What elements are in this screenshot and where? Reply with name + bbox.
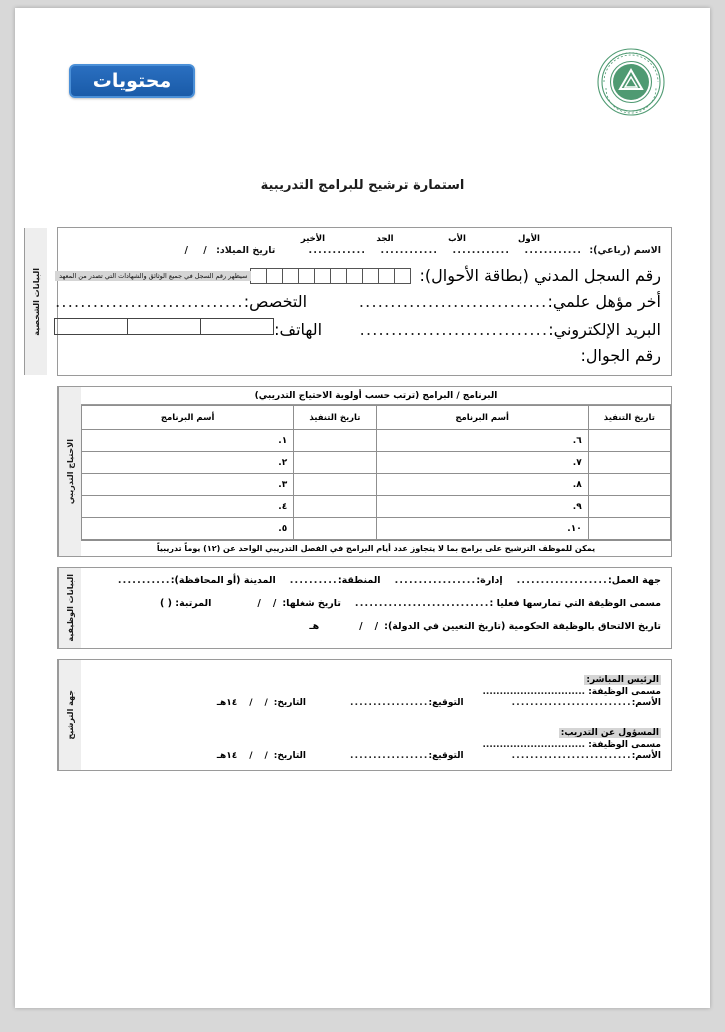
name-field-first[interactable]: ............	[524, 245, 583, 256]
email-label: البريد الإلكتروني:	[548, 320, 661, 339]
cell-exec-date[interactable]	[294, 430, 376, 452]
cell-exec-date[interactable]	[588, 474, 670, 496]
training-officer-date-label: التاريخ:	[273, 751, 306, 761]
cell-exec-date[interactable]	[588, 452, 670, 474]
nomination-block-training-officer	[89, 720, 661, 761]
cell-program-name[interactable]: ٩.	[376, 496, 588, 518]
id-digit-box[interactable]	[330, 268, 347, 284]
page-header	[15, 8, 710, 128]
occupied-date-slash-1[interactable]: /	[272, 598, 277, 609]
contents-badge-label: محتويات	[92, 70, 172, 92]
name-field-last[interactable]: ............	[308, 245, 367, 256]
cell-exec-date[interactable]	[294, 518, 376, 540]
supervisor-heading: الرئيس المباشر:	[586, 675, 659, 685]
training-officer-date-slash-2[interactable]: /	[249, 751, 253, 761]
birth-date-slash-1[interactable]: /	[203, 245, 207, 256]
qualification-group	[359, 292, 661, 311]
col-header-exec-date-right: تاريخ التنفيذ	[294, 406, 376, 430]
phone-box-part[interactable]	[127, 318, 201, 335]
section-nomination-authority	[57, 659, 672, 771]
full-name-row	[55, 245, 661, 256]
specialty-group	[55, 292, 307, 311]
employer-field[interactable]: ...................	[516, 575, 608, 586]
national-id-label: رقم السجل المدني (بطاقة الأحوال):	[419, 266, 661, 285]
table-row	[82, 518, 671, 540]
phone-box-part[interactable]	[200, 318, 274, 335]
qualification-field[interactable]: ..............................	[358, 292, 548, 311]
training-officer-date-slash-1[interactable]: /	[264, 751, 268, 761]
qualification-row	[55, 292, 661, 311]
programs-table-body	[82, 430, 671, 540]
department-label: إدارة:	[476, 575, 503, 586]
cell-program-name[interactable]: ١٠.	[376, 518, 588, 540]
email-field[interactable]: ..............................	[359, 320, 549, 339]
supervisor-signature-field[interactable]: .................	[349, 698, 429, 708]
cell-program-name[interactable]: ٣.	[82, 474, 294, 496]
supervisor-date-hijri: ١٤هـ	[216, 698, 238, 708]
cell-exec-date[interactable]	[588, 496, 670, 518]
employer-label: جهة العمل:	[607, 575, 661, 586]
position-label: مسمى الوظيفة التي تمارسها فعليا :	[489, 598, 661, 609]
section-tab-nomination	[58, 660, 81, 770]
table-row	[82, 452, 671, 474]
name-part-headers	[55, 234, 661, 244]
col-header-exec-date-left: تاريخ التنفيذ	[588, 406, 670, 430]
supervisor-position-row	[89, 687, 661, 697]
section-tab-job-data	[58, 568, 81, 648]
training-officer-position-row	[89, 740, 661, 750]
training-officer-heading: المسؤول عن التدريب:	[560, 728, 659, 738]
section-personal-data	[31, 227, 672, 376]
cell-program-name[interactable]: ٢.	[82, 452, 294, 474]
training-officer-signature-label: التوقيع:	[428, 751, 464, 761]
table-row	[82, 474, 671, 496]
cell-program-name[interactable]: ٦.	[376, 430, 588, 452]
name-part-header-last: الأخير	[300, 234, 326, 244]
section-job-data	[57, 567, 672, 649]
section-training-needs	[57, 386, 672, 557]
contents-badge[interactable]	[69, 64, 195, 98]
training-officer-name-label: الأسم:	[631, 751, 661, 761]
phone-input[interactable]	[55, 318, 274, 335]
training-officer-signature-field[interactable]: .................	[349, 751, 429, 761]
city-label: المدينة (أو المحافظة):	[170, 575, 276, 586]
nomination-block-supervisor	[89, 667, 661, 708]
position-field[interactable]: ............................	[354, 598, 490, 609]
phone-group	[55, 318, 322, 339]
id-digit-box[interactable]	[394, 268, 411, 284]
section-tab-job-data-label: البيانات الوظيفية	[65, 574, 75, 642]
birth-date-group	[178, 245, 275, 256]
id-digit-box[interactable]	[362, 268, 379, 284]
hire-date-row	[89, 621, 661, 632]
section-tab-personal	[24, 228, 47, 375]
name-field-father[interactable]: ............	[452, 245, 511, 256]
position-row	[89, 598, 661, 609]
cell-program-name[interactable]: ٥.	[82, 518, 294, 540]
city-field[interactable]: ...........	[117, 575, 171, 586]
programs-header-row	[82, 406, 671, 430]
name-part-header-grandfather: الجد	[376, 234, 394, 244]
col-header-program-name-left: أسم البرنامج	[376, 406, 588, 430]
occupied-date-slash-2[interactable]: /	[257, 598, 261, 609]
nomination-body	[81, 660, 671, 770]
programs-table-title: البرنامج / البرامج (ترتب حسب أولوية الاحتياج التدريبي)	[81, 387, 671, 405]
id-digit-box[interactable]	[266, 268, 283, 284]
qualification-label: أخر مؤهل علمي:	[547, 292, 661, 311]
hire-date-slash-2[interactable]: /	[359, 621, 363, 632]
training-officer-name-field[interactable]: ..........................	[511, 751, 632, 761]
employer-row	[89, 575, 661, 586]
institute-seal-icon	[594, 42, 668, 122]
table-row	[82, 430, 671, 452]
full-name-label: الاسم (رباعي):	[589, 245, 661, 256]
job-data-body	[81, 568, 671, 648]
phone-label: الهاتف:	[274, 320, 323, 339]
name-field-grandfather[interactable]: ............	[380, 245, 439, 256]
supervisor-signature-row	[89, 698, 661, 708]
training-officer-position-field[interactable]: ..............................	[482, 740, 586, 750]
cell-program-name[interactable]: ٨.	[376, 474, 588, 496]
hire-date-slash-1[interactable]: /	[374, 621, 379, 632]
occupied-date-label: تاريخ شغلها:	[282, 598, 341, 609]
supervisor-position-field[interactable]: ..............................	[482, 687, 586, 697]
birth-date-label: تاريخ الميلاد:	[216, 245, 276, 256]
supervisor-date-label: التاريخ:	[273, 698, 306, 708]
section-tab-nomination-label: جهة الترشيح	[65, 690, 75, 740]
programs-footnote: يمكن للموظف الترشيح على برامج بما لا يتجاوز عدد أيام البرامج في الفصل التدريبي الواحد عن (١٢) يوماً تدريبياً	[81, 540, 671, 556]
document-page	[15, 8, 710, 1008]
table-row	[82, 496, 671, 518]
training-officer-signature-row	[89, 751, 661, 761]
id-digit-box[interactable]	[378, 268, 395, 284]
name-part-header-first: الأول	[518, 234, 540, 244]
mobile-label: رقم الجوال:	[580, 346, 661, 365]
cell-program-name[interactable]: ٤.	[82, 496, 294, 518]
cell-exec-date[interactable]	[294, 474, 376, 496]
email-group	[360, 320, 661, 339]
national-id-input[interactable]	[251, 268, 411, 284]
specialty-label: التخصص:	[243, 292, 308, 311]
cell-exec-date[interactable]	[294, 496, 376, 518]
training-officer-position-label: مسمى الوظيفة:	[588, 740, 661, 750]
training-needs-body	[81, 387, 671, 556]
supervisor-name-label: الأسم:	[631, 698, 661, 708]
rank-field[interactable]: المرتبة: ( )	[159, 598, 212, 609]
id-digit-box[interactable]	[298, 268, 315, 284]
cell-exec-date[interactable]	[294, 452, 376, 474]
national-id-note: سيظهر رقم السجل في جميع الوثائق والشهادات التي تصدر من المعهد	[55, 271, 251, 281]
section-tab-training-needs-label: الاحتياج التدريبي	[65, 438, 75, 505]
region-field[interactable]: ..........	[289, 575, 338, 586]
id-digit-box[interactable]	[346, 268, 363, 284]
id-digit-box[interactable]	[250, 268, 267, 284]
department-field[interactable]: .................	[394, 575, 477, 586]
hire-date-hijri-suffix: هـ	[309, 621, 320, 632]
programs-table	[81, 405, 671, 540]
phone-box-part[interactable]	[54, 318, 128, 335]
birth-date-slash-2[interactable]: /	[184, 245, 188, 256]
region-label: المنطقة:	[337, 575, 381, 586]
cell-exec-date[interactable]	[588, 518, 670, 540]
mobile-row	[55, 346, 661, 365]
supervisor-signature-label: التوقيع:	[428, 698, 464, 708]
personal-data-body	[47, 228, 671, 375]
supervisor-date-slash-2[interactable]: /	[249, 698, 253, 708]
cell-program-name[interactable]: ١.	[82, 430, 294, 452]
page-title: استمارة ترشيح للبرامج التدريبية	[260, 178, 465, 193]
national-id-row	[55, 266, 661, 285]
supervisor-name-field[interactable]: ..........................	[511, 698, 632, 708]
full-name-fields	[301, 245, 589, 256]
id-digit-box[interactable]	[282, 268, 299, 284]
id-digit-box[interactable]	[314, 268, 331, 284]
supervisor-date-slash-1[interactable]: /	[264, 698, 268, 708]
section-tab-training-needs	[58, 387, 81, 556]
cell-exec-date[interactable]	[588, 430, 670, 452]
supervisor-position-label: مسمى الوظيفة:	[588, 687, 661, 697]
training-officer-date-hijri: ١٤هـ	[216, 751, 238, 761]
name-part-header-father: الأب	[448, 234, 466, 244]
section-tab-personal-label: البيانات الشخصية	[31, 267, 41, 336]
col-header-program-name-right: أسم البرنامج	[82, 406, 294, 430]
hire-date-label: تاريخ الالتحاق بالوظيفة الحكومية (تاريخ التعيين في الدولة):	[384, 621, 661, 632]
specialty-field[interactable]: ..............................	[55, 292, 244, 311]
email-phone-row	[55, 318, 661, 339]
cell-program-name[interactable]: ٧.	[376, 452, 588, 474]
